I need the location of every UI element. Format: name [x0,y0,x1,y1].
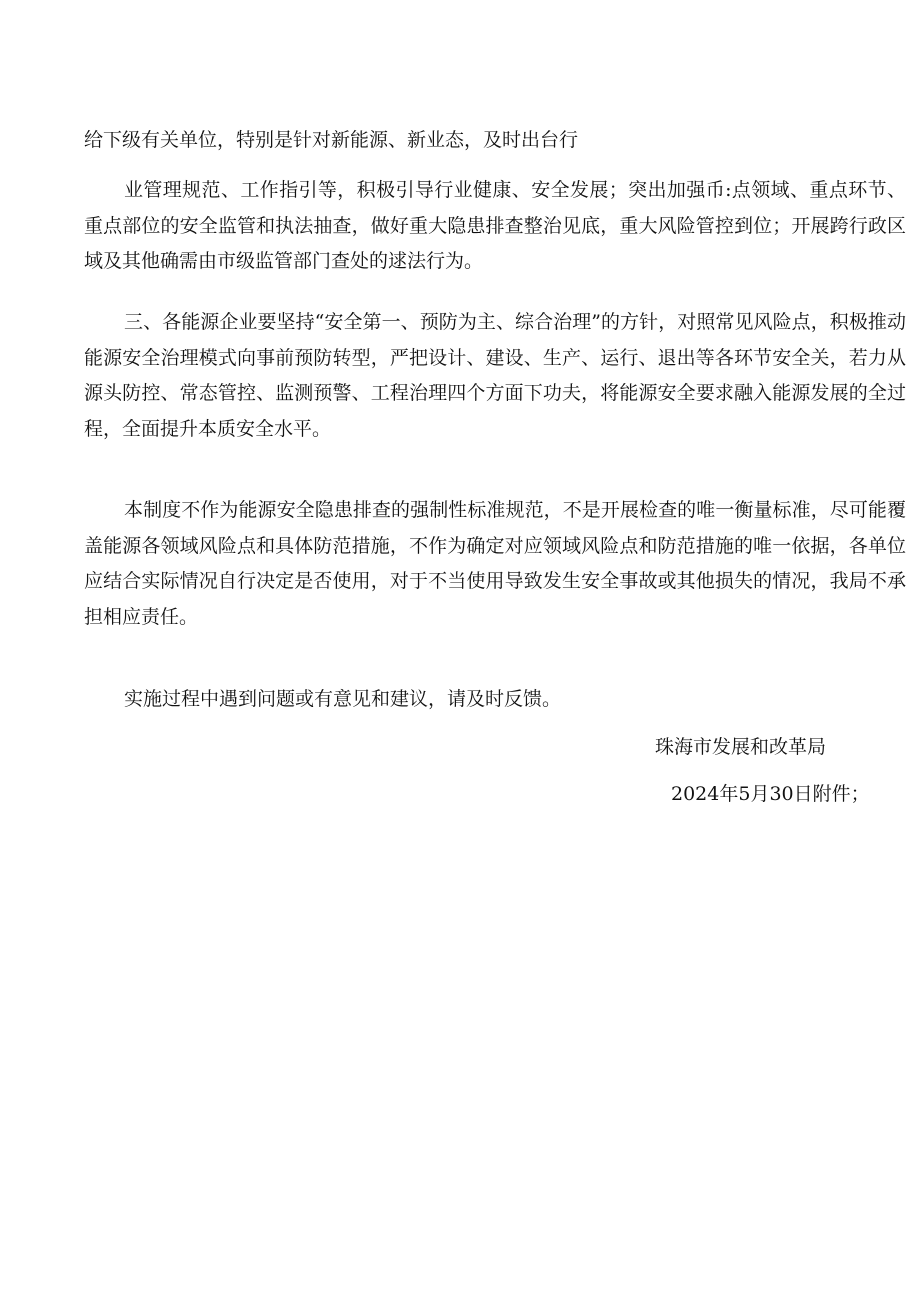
paragraph-feedback: 实施过程中遇到问题或有意见和建议，请及时反馈。 [124,688,562,710]
signature-organization: 珠海市发展和改革局 [655,736,827,758]
paragraph-continuation: 给下级有关单位，特别是针对新能源、新业态，及时出台行 [84,129,579,151]
paragraph-regulation-guidance: 业管理规范、工作指引等，积极引导行业健康、安全发展；突出加强币:点领域、重点环节、重点部位的安全监管和执法抽查，做好重大隐患排查整治见底，重大风险管控到位；开展跨行政区域及其他确需由市级监管部门查处的逑法行为。 [84,179,906,272]
signature-date: 2024年5月30日附件； [671,783,870,805]
paragraph-enterprise-requirements: 三、各能源企业要坚持“安全第一、预防为主、综合治理”的方针，对照常见风险点，积极推动能源安全治理模式向事前预防转型，严把设计、建设、生产、运行、退出等各环节安全关，若力从源头防控、常态管控、监测预警、工程治理四个方面下功夫，将能源安全要求融入能源发展的全过程，全面提升本质安全水平。 [84,311,906,440]
paragraph-disclaimer: 本制度不作为能源安全隐患排查的强制性标准规范，不是开展检查的唯一衡量标准，尽可能覆盖能源各领域风险点和具体防范措施，不作为确定对应领域风险点和防范措施的唯一依据，各单位应结合实际情况自行决定是否使用，对于不当使用导致发生安全事故或其他损失的情况，我局不承担相应责任。 [84,499,906,628]
